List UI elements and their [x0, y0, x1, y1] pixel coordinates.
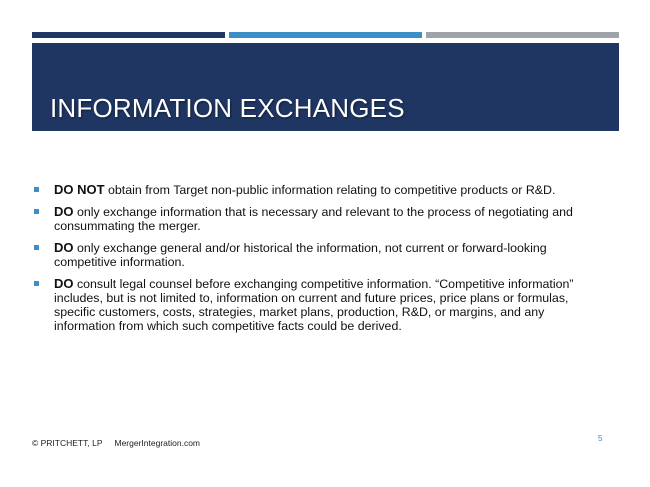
- bullet-keyword: DO: [54, 204, 74, 219]
- bullet-list: [32, 183, 607, 341]
- bullet-item: [32, 205, 607, 233]
- footer-copyright: © PRITCHETT, LP: [32, 438, 103, 448]
- bullet-text: only exchange general and/or historical the information, not current or forward-looking competitive information.: [54, 241, 547, 269]
- page-number: 5: [598, 434, 603, 443]
- slide-title: INFORMATION EXCHANGES: [50, 93, 405, 123]
- bullet-text: only exchange information that is necessary and relevant to the process of negotiating and consummating the merger.: [54, 205, 573, 233]
- square-bullet-icon: [34, 281, 39, 286]
- footer-website: MergerIntegration.com: [114, 438, 201, 448]
- top-stripe-gray: [426, 32, 619, 38]
- bullet-item: [32, 241, 607, 269]
- bullet-keyword: DO: [54, 240, 74, 255]
- bullet-keyword: DO NOT: [54, 182, 105, 197]
- footer: [32, 438, 200, 448]
- title-banner: [32, 43, 619, 131]
- bullet-text: obtain from Target non-public information relating to competitive products or R&D.: [104, 183, 556, 197]
- square-bullet-icon: [34, 187, 39, 192]
- square-bullet-icon: [34, 245, 39, 250]
- bullet-keyword: DO: [54, 276, 74, 291]
- square-bullet-icon: [34, 209, 39, 214]
- bullet-text: consult legal counsel before exchanging competitive information. “Competitive information” includes, but is not limited to, information on current and future prices, price plans or formulas, specific customers, costs, strategies, market plans, production, R&D, or margins, and any information from which such competitive facts could be derived.: [54, 277, 574, 333]
- top-stripe-navy: [32, 32, 225, 38]
- top-stripe-blue: [229, 32, 422, 38]
- bullet-item: [32, 183, 607, 197]
- bullet-item: [32, 277, 607, 333]
